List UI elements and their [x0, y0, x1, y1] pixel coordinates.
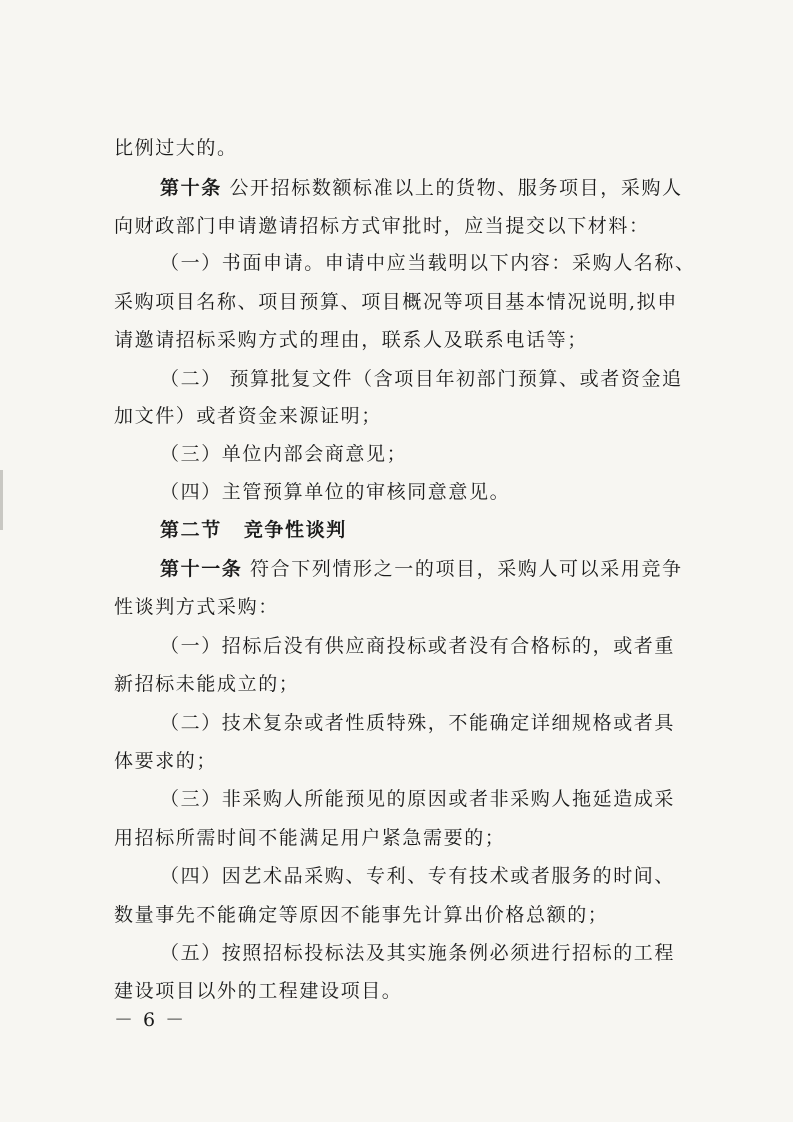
section-number: 第二节 [160, 519, 222, 541]
text-line: 数量事先不能确定等原因不能事先计算出价格总额的； [114, 904, 609, 926]
text-line: 性谈判方式采购： [114, 596, 279, 618]
text-line: 采购项目名称、项目预算、项目概况等项目基本情况说明,拟申 [114, 291, 678, 313]
text-line: 比例过大的。 [114, 137, 238, 159]
text-line: （三）非采购人所能预见的原因或者非采购人拖延造成采 [160, 788, 676, 810]
article-11-line [160, 557, 740, 581]
text-line: 新招标未能成立的； [114, 673, 300, 695]
text-line: （三）单位内部会商意见； [160, 443, 408, 465]
article-10-line [160, 176, 740, 200]
text-line: （五）按照招标投标法及其实施条例必须进行招标的工程 [160, 942, 676, 964]
article-10-text: 公开招标数额标准以上的货物、服务项目，采购人 [221, 177, 683, 199]
scan-edge-mark [0, 470, 3, 530]
text-line: （二） 预算批复文件（含项目年初部门预算、或者资金追 [160, 368, 683, 390]
text-line: （二）技术复杂或者性质特殊，不能确定详细规格或者具 [160, 712, 676, 734]
text-line: 体要求的； [114, 750, 218, 772]
text-line: （一）书面申请。申请中应当载明以下内容：采购人名称、 [160, 252, 696, 274]
article-11-text: 符合下列情形之一的项目，采购人可以采用竞争 [242, 558, 683, 580]
text-line: （一）招标后没有供应商投标或者没有合格标的，或者重 [160, 635, 676, 657]
section-heading [160, 518, 347, 542]
text-line: 用招标所需时间不能满足用户紧急需要的； [114, 827, 506, 849]
article-11-label: 第十一条 [160, 558, 243, 580]
text-line: （四）因艺术品采购、专利、专有技术或者服务的时间、 [160, 865, 676, 887]
text-line: 请邀请招标采购方式的理由，联系人及联系电话等； [114, 329, 588, 351]
section-title: 竞争性谈判 [243, 519, 347, 541]
text-line: （四）主管预算单位的审核同意意见。 [160, 481, 511, 503]
text-line: 建设项目以外的工程建设项目。 [114, 980, 403, 1002]
text-line: 向财政部门申请邀请招标方式审批时，应当提交以下材料： [114, 215, 650, 237]
text-line: 加文件）或者资金来源证明； [114, 405, 382, 427]
article-10-label: 第十条 [160, 177, 222, 199]
page-number: － 6 － [114, 1009, 187, 1031]
